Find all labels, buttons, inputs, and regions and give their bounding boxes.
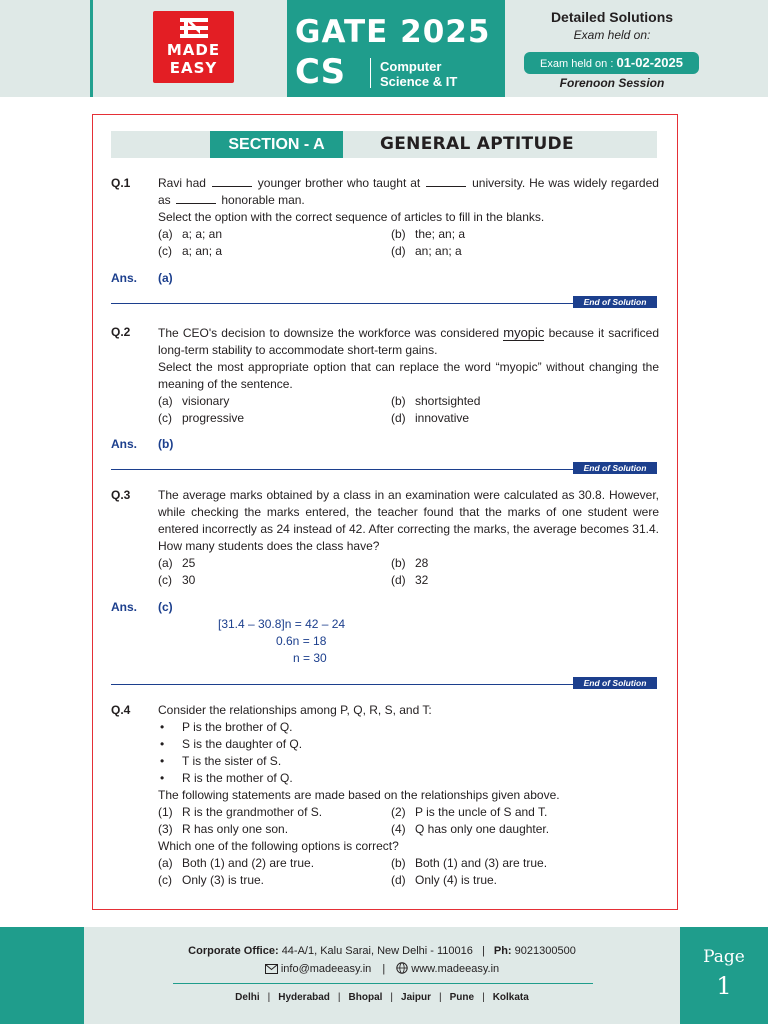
statement-label: (3)	[158, 822, 173, 836]
bullet-icon: •	[160, 737, 165, 751]
option-label: (c)	[158, 873, 172, 887]
city-item: Pune	[449, 992, 475, 1003]
question-number: Q.2	[111, 325, 131, 339]
option-d[interactable]	[391, 872, 497, 889]
option-a[interactable]	[158, 855, 314, 872]
statement-text: R is the grandmother of S.	[182, 805, 323, 819]
bullet-text: T is the sister of S.	[182, 754, 282, 768]
header-accent-line	[90, 0, 93, 97]
made-easy-logo	[153, 11, 234, 83]
statements-row	[158, 821, 659, 838]
statement-text: Q has only one daughter.	[415, 822, 550, 836]
question-number: Q.4	[111, 703, 131, 717]
paper-name	[380, 59, 457, 89]
option-d[interactable]	[391, 410, 469, 427]
option-label: (b)	[391, 556, 406, 570]
option-label: (a)	[158, 556, 173, 570]
divider: |	[382, 963, 386, 975]
bullet-icon: •	[160, 754, 165, 768]
answer-2	[111, 437, 173, 451]
solution-step-3: n = 30	[293, 651, 327, 665]
divider: |	[390, 992, 394, 1003]
option-text: the; an; a	[415, 227, 466, 241]
option-label: (b)	[391, 394, 406, 408]
solutions-title: Detailed Solutions	[550, 9, 674, 25]
statements-intro: The following statements are made based on the relationships given above.	[158, 788, 560, 802]
option-a[interactable]	[158, 226, 222, 243]
divider: |	[482, 992, 485, 1003]
answer-label: Ans.	[111, 600, 138, 614]
option-text: 25	[182, 556, 196, 570]
relationship-bullet	[158, 753, 659, 770]
option-text: Both (1) and (2) are true.	[182, 856, 315, 870]
paper-name-line2: Science & IT	[380, 74, 458, 89]
option-text: Both (1) and (3) are true.	[415, 856, 548, 870]
city-item: Hyderabad	[278, 992, 330, 1003]
corporate-office	[84, 945, 680, 957]
option-b[interactable]	[391, 555, 428, 572]
relationship-bullet	[158, 719, 659, 736]
option-label: (d)	[391, 244, 406, 258]
logo-text-easy: EASY	[169, 59, 218, 77]
statement-label: (4)	[391, 822, 406, 836]
option-text: Only (3) is true.	[182, 873, 265, 887]
options-row	[158, 226, 659, 243]
question-stem: Consider the relationships among P, Q, R, S, and T:	[158, 703, 432, 717]
statement-3	[158, 821, 288, 838]
statement-text: R has only one son.	[182, 822, 289, 836]
stem-part: younger brother who taught at	[257, 176, 421, 190]
city-item: Bhopal	[348, 992, 383, 1003]
option-label: (c)	[158, 411, 172, 425]
option-text: 32	[415, 573, 429, 587]
exam-title: GATE 2025	[295, 14, 491, 50]
divider: |	[481, 945, 485, 957]
bullet-text: P is the brother of Q.	[182, 720, 293, 734]
divider: |	[267, 992, 271, 1003]
option-label: (a)	[158, 227, 173, 241]
option-label: (b)	[391, 856, 406, 870]
question-stem	[158, 324, 659, 359]
options-row	[158, 410, 659, 427]
logo-text-made: MADE	[166, 41, 221, 59]
contact-row	[84, 962, 680, 975]
option-text: an; an; a	[415, 244, 462, 258]
page-footer	[0, 927, 768, 1024]
paper-name-line1: Computer	[380, 59, 442, 74]
answer-value: (c)	[158, 600, 173, 614]
option-b[interactable]	[391, 226, 465, 243]
relationship-bullet	[158, 736, 659, 753]
option-label: (d)	[391, 573, 406, 587]
bullet-icon: •	[160, 720, 165, 734]
option-label: (c)	[158, 244, 172, 258]
question-stem	[158, 175, 659, 209]
phone-label: Ph:	[493, 945, 512, 957]
question-1	[111, 175, 659, 260]
option-label: (d)	[391, 873, 406, 887]
question-number: Q.1	[111, 176, 131, 190]
solution-step-1: [31.4 – 30.8]n = 42 – 24	[218, 617, 346, 631]
paper-divider	[370, 58, 371, 88]
statement-1	[158, 804, 322, 821]
answer-value: (a)	[158, 271, 173, 285]
answer-label: Ans.	[111, 271, 138, 285]
corporate-office-label: Corporate Office:	[188, 945, 279, 957]
end-of-solution-tag: End of Solution	[573, 462, 657, 474]
exam-held-label: Exam held on:	[573, 28, 651, 42]
question-4	[111, 702, 659, 889]
option-label: (a)	[158, 856, 173, 870]
stem-part: university. He was widely regarded as	[158, 176, 659, 207]
question-3	[111, 487, 659, 589]
end-of-solution-line	[111, 469, 573, 470]
email-icon	[265, 964, 278, 974]
option-text: Only (4) is true.	[415, 873, 498, 887]
option-c[interactable]	[158, 872, 264, 889]
page-label: Page	[703, 947, 745, 967]
footer-divider	[173, 983, 593, 984]
statement-4	[391, 821, 549, 838]
city-item: Kolkata	[492, 992, 529, 1003]
stem-part: honorable man.	[221, 193, 305, 207]
city-item: Delhi	[235, 992, 260, 1003]
solution-step-2: 0.6n = 18	[276, 634, 327, 648]
question-body	[158, 175, 659, 260]
underlined-word: myopic	[503, 325, 545, 340]
question-body	[158, 324, 659, 427]
footer-left-band	[0, 927, 84, 1024]
globe-icon	[396, 962, 408, 974]
option-c[interactable]	[158, 572, 195, 589]
option-d[interactable]	[391, 243, 462, 260]
corporate-address: 44-A/1, Kalu Sarai, New Delhi - 110016	[281, 945, 473, 957]
phone-number: 9021300500	[514, 945, 576, 957]
options-row	[158, 393, 659, 410]
stem-part: The CEO's decision to downsize the workforce was considered	[158, 326, 500, 340]
city-item: Jaipur	[401, 992, 432, 1003]
question-instruction: Which one of the following options is correct?	[158, 839, 399, 853]
question-2	[111, 324, 659, 427]
option-c[interactable]	[158, 243, 222, 260]
options-row	[158, 555, 659, 572]
end-of-solution-tag: End of Solution	[573, 296, 657, 308]
option-d[interactable]	[391, 572, 428, 589]
fill-blank	[426, 176, 466, 187]
end-of-solution-line	[111, 303, 573, 304]
divider: |	[439, 992, 442, 1003]
options-row	[158, 872, 659, 889]
answer-label: Ans.	[111, 437, 138, 451]
exam-title-block	[287, 0, 505, 97]
option-a[interactable]	[158, 393, 229, 410]
stem-part: Ravi had	[158, 176, 206, 190]
option-text: visionary	[182, 394, 230, 408]
website-link[interactable]: www.madeeasy.in	[411, 963, 500, 975]
end-of-solution-tag: End of Solution	[573, 677, 657, 689]
session-label: Forenoon Session	[559, 76, 665, 90]
options-row	[158, 855, 659, 872]
question-body	[158, 702, 659, 889]
statement-label: (1)	[158, 805, 173, 819]
question-body	[158, 487, 659, 589]
option-c[interactable]	[158, 410, 244, 427]
option-a[interactable]	[158, 555, 195, 572]
exam-date-prefix: Exam held on :	[540, 58, 617, 70]
bullet-icon: •	[160, 771, 165, 785]
option-b[interactable]	[391, 393, 480, 410]
city-list	[84, 992, 680, 1003]
option-label: (d)	[391, 411, 406, 425]
statement-label: (2)	[391, 805, 406, 819]
option-text: progressive	[182, 411, 245, 425]
question-instruction: Select the option with the correct sequence of articles to fill in the blanks.	[158, 210, 545, 224]
made-easy-emblem-icon	[179, 17, 209, 39]
option-text: shortsighted	[415, 394, 481, 408]
option-label: (b)	[391, 227, 406, 241]
question-instruction: Select the most appropriate option that can replace the word “myopic” without changing the meaning of the sentence.	[158, 360, 659, 391]
email-link[interactable]: info@madeeasy.in	[280, 963, 372, 975]
section-label: SECTION - A	[210, 131, 343, 158]
exam-date-badge	[524, 52, 699, 74]
fill-blank	[212, 176, 252, 187]
options-row	[158, 243, 659, 260]
divider: |	[337, 992, 341, 1003]
paper-code: CS	[295, 52, 346, 92]
relationship-bullet	[158, 770, 659, 787]
options-row	[158, 572, 659, 589]
page-number: 1	[716, 972, 732, 1000]
exam-date-value: 01-02-2025	[616, 55, 683, 70]
statements-row	[158, 804, 659, 821]
option-text: a; an; a	[182, 244, 223, 258]
answer-1	[111, 271, 173, 285]
stem-part: because it sacrificed long-term stability to accommodate short-term gains.	[158, 326, 659, 357]
fill-blank	[176, 193, 216, 204]
end-of-solution-line	[111, 684, 573, 685]
option-text: 30	[182, 573, 196, 587]
section-name: GENERAL APTITUDE	[380, 134, 574, 154]
bullet-text: S is the daughter of Q.	[182, 737, 303, 751]
option-text: a; a; an	[182, 227, 223, 241]
option-text: innovative	[415, 411, 470, 425]
option-label: (c)	[158, 573, 172, 587]
statement-text: P is the uncle of S and T.	[415, 805, 548, 819]
question-stem: The average marks obtained by a class in an examination were calculated as 30.8. However, while checking the marks entered, the teacher found that the marks of one student were entered incorrectly as 24 instead of 42. After correcting the marks, the average becomes 31.4. How many students does the class have?	[158, 488, 659, 553]
answer-value: (b)	[158, 437, 174, 451]
question-number: Q.3	[111, 488, 131, 502]
option-label: (a)	[158, 394, 173, 408]
answer-3	[111, 600, 173, 614]
option-b[interactable]	[391, 855, 547, 872]
option-text: 28	[415, 556, 429, 570]
bullet-text: R is the mother of Q.	[182, 771, 293, 785]
statement-2	[391, 804, 547, 821]
